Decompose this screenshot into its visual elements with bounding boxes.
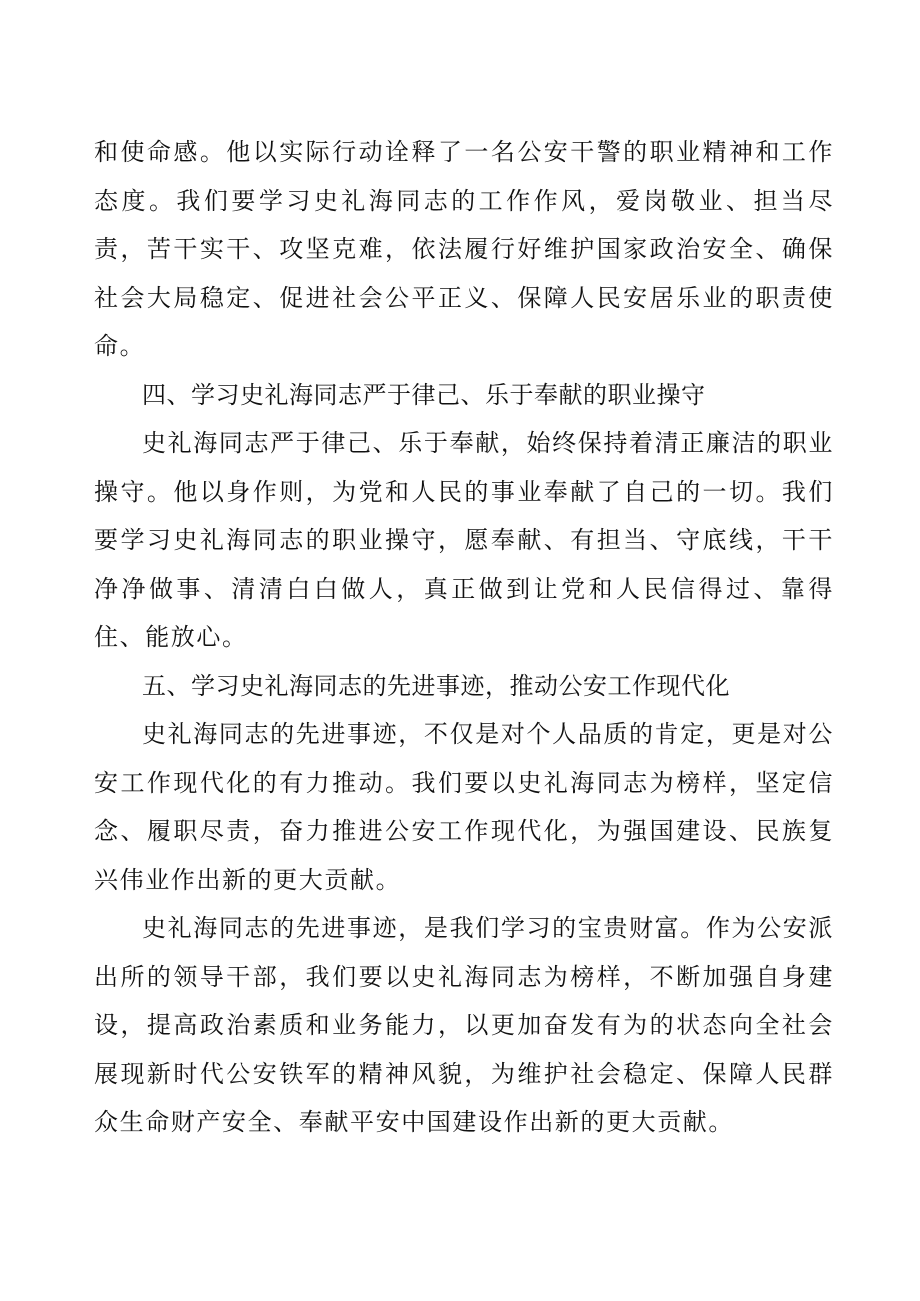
- paragraph-section-four: 史礼海同志严于律己、乐于奉献，始终保持着清正廉洁的职业操守。他以身作则，为党和人民的事业奉献了自己的一切。我们要学习史礼海同志的职业操守，愿奉献、有担当、守底线，干干净净做事、清清白白做人，真正做到让党和人民信得过、靠得住、能放心。: [94, 429, 834, 651]
- document-body: [94, 128, 834, 1147]
- paragraph-continuation: 和使命感。他以实际行动诠释了一名公安干警的职业精神和工作态度。我们要学习史礼海同志的工作作风，爱岗敬业、担当尽责，苦干实干、攻坚克难，依法履行好维护国家政治安全、确保社会大局稳定、促进社会公平正义、保障人民安居乐业的职责使命。: [94, 138, 834, 360]
- section-heading-five: 五、学习史礼海同志的先进事迹，推动公安工作现代化: [142, 671, 730, 700]
- section-heading-four: 四、学习史礼海同志严于律己、乐于奉献的职业操守: [142, 380, 706, 409]
- paragraph-conclusion: 史礼海同志的先进事迹，是我们学习的宝贵财富。作为公安派出所的领导干部，我们要以史礼海同志为榜样，不断加强自身建设，提高政治素质和业务能力，以更加奋发有为的状态向全社会展现新时代公安铁军的精神风貌，为维护社会稳定、保障人民群众生命财产安全、奉献平安中国建设作出新的更大贡献。: [94, 914, 834, 1136]
- paragraph-section-five: 史礼海同志的先进事迹，不仅是对个人品质的肯定，更是对公安工作现代化的有力推动。我们要以史礼海同志为榜样，坚定信念、履职尽责，奋力推进公安工作现代化，为强国建设、民族复兴伟业作出新的更大贡献。: [94, 720, 834, 894]
